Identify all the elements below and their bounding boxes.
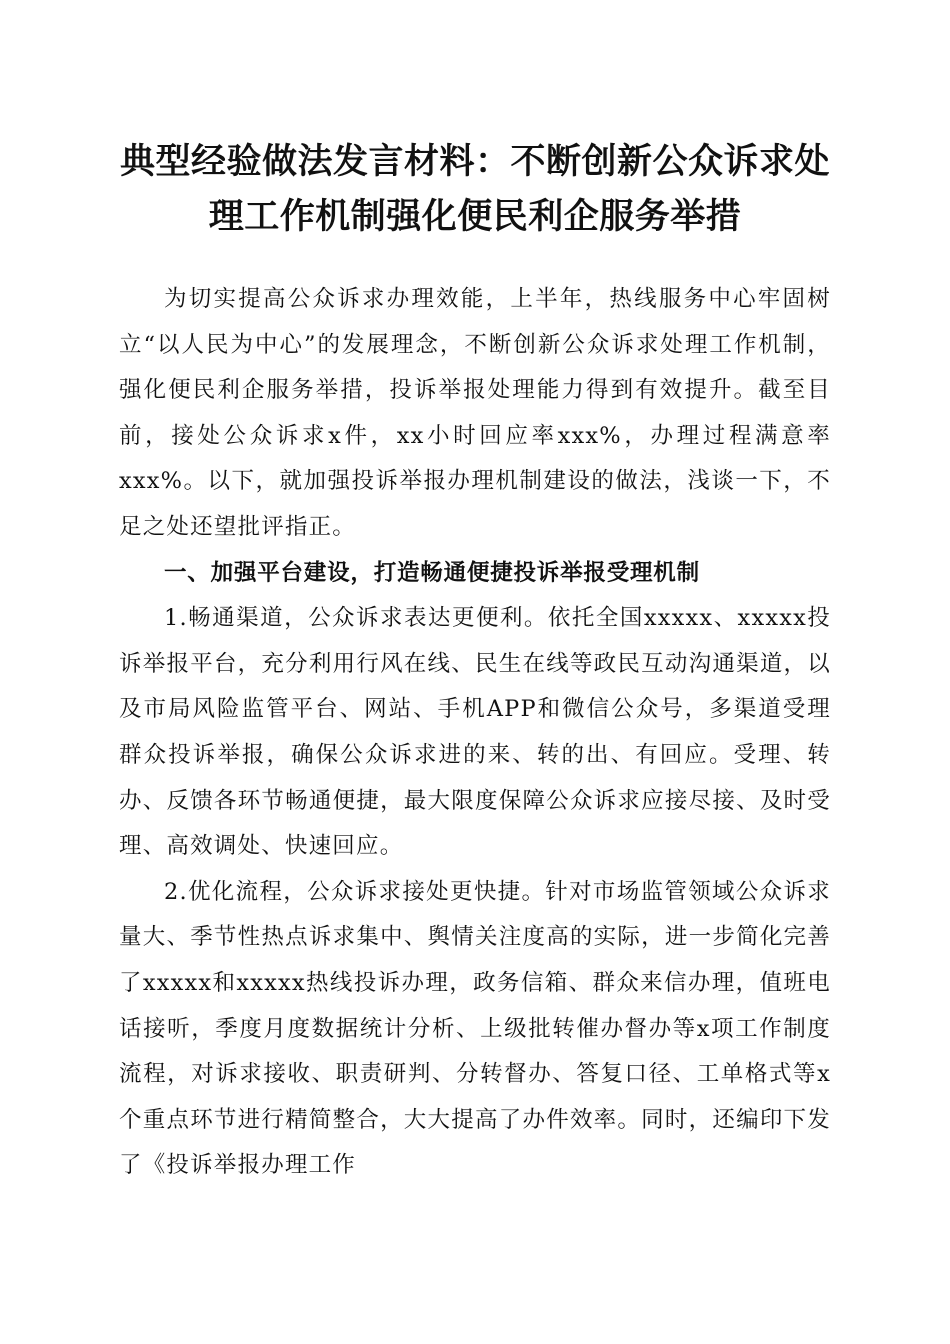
section-heading-1: 一、加强平台建设，打造畅通便捷投诉举报受理机制 [164, 559, 700, 586]
item-paragraph-2: 2.优化流程，公众诉求接处更快捷。针对市场监管领域公众诉求量大、季节性热点诉求集中、舆情关注度高的实际，进一步简化完善了xxxxx和xxxxx热线投诉办理，政务信箱、群众来信办理，值班电话接听，季度月度数据统计分析、上级批转催办督办等x项工作制度流程，对诉求接收、职责研判、分转督办、答复口径、工单格式等x个重点环节进行精简整合，大大提高了办件效率。同时，还编印下发了《投诉举报办理工作 [119, 878, 831, 1179]
title-line-1: 典型经验做法发言材料：不断创新公众诉求处 [119, 141, 830, 182]
intro-paragraph: 为切实提高公众诉求办理效能，上半年，热线服务中心牢固树立“以人民为中心”的发展理念，不断创新公众诉求处理工作机制，强化便民利企服务举措，投诉举报处理能力得到有效提升。截至目前，接处公众诉求x件，xx小时回应率xxx%，办理过程满意率xxx%。以下，就加强投诉举报办理机制建设的做法，浅谈一下，不足之处还望批评指正。 [119, 286, 831, 540]
document-body [119, 277, 831, 1189]
item-paragraph-1: 1.畅通渠道，公众诉求表达更便利。依托全国xxxxx、xxxxx投诉举报平台，充分利用行风在线、民生在线等政民互动沟通渠道，以及市局风险监管平台、网站、手机APP和微信公众号，多渠道受理群众投诉举报，确保公众诉求进的来、转的出、有回应。受理、转办、反馈各环节畅通便捷，最大限度保障公众诉求应接尽接、及时受理、高效调处、快速回应。 [119, 605, 831, 860]
document-title [110, 134, 840, 244]
title-line-2: 理工作机制强化便民利企服务举措 [208, 196, 742, 237]
